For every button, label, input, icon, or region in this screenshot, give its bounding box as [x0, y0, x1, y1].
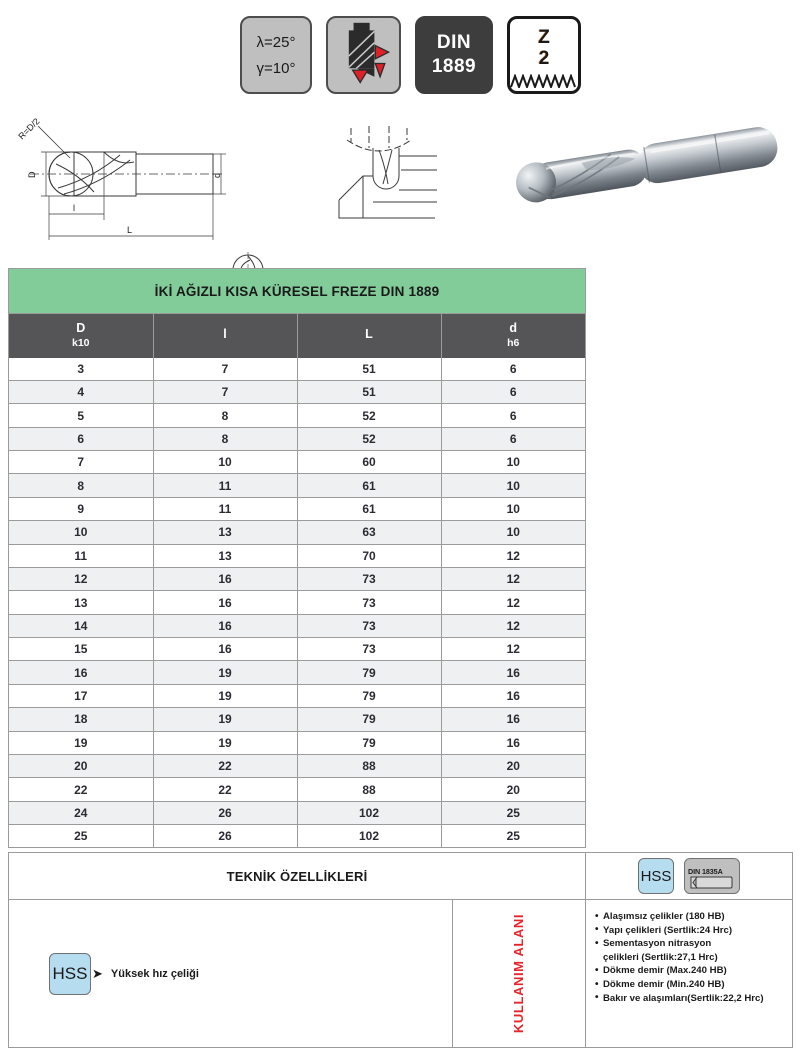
table-cell: 6	[441, 404, 585, 427]
table-cell: 6	[9, 427, 153, 450]
table-cell: 102	[297, 801, 441, 824]
dimensions-table	[9, 314, 585, 848]
table-cell: 19	[9, 731, 153, 754]
table-cell: 51	[297, 358, 441, 381]
din-number: 1889	[431, 56, 477, 77]
table-cell: 102	[297, 825, 441, 848]
table-cell: 4	[9, 380, 153, 403]
table-cell: 12	[441, 544, 585, 567]
table-row	[9, 497, 585, 520]
table-row	[9, 614, 585, 637]
hss-material-chip: HSS	[49, 953, 91, 995]
table-cell: 6	[441, 380, 585, 403]
table-cell: 79	[297, 661, 441, 684]
end-mill-side-view-drawing	[8, 108, 232, 248]
column-header-D: D k10	[9, 314, 153, 358]
length-l-label: l	[73, 203, 75, 213]
table-cell: 12	[441, 638, 585, 661]
flute-z-letter: Z	[538, 27, 550, 48]
table-cell: 19	[153, 708, 297, 731]
din-standard-badge	[415, 16, 493, 94]
table-cell: 61	[297, 474, 441, 497]
table-cell: 51	[297, 380, 441, 403]
table-cell: 6	[441, 358, 585, 381]
bottom-section	[8, 852, 793, 1048]
table-cell: 22	[153, 754, 297, 777]
milling-cutter-icon	[326, 16, 401, 94]
technical-properties-title: TEKNİK ÖZELLİKLERİ	[9, 853, 585, 900]
list-item: • Dökme demir (Max.240 HB)	[595, 964, 786, 978]
technical-drawing-row	[0, 104, 801, 250]
table-cell: 17	[9, 684, 153, 707]
length-L-label: L	[127, 225, 133, 235]
table-cell: 12	[441, 567, 585, 590]
table-cell: 7	[153, 380, 297, 403]
table-cell: 14	[9, 614, 153, 637]
table-cell: 25	[441, 801, 585, 824]
table-row	[9, 801, 585, 824]
table-row	[9, 591, 585, 614]
arrow-right-icon: ➤	[92, 965, 103, 981]
table-cell: 20	[441, 754, 585, 777]
table-cell: 79	[297, 684, 441, 707]
table-cell: 25	[441, 825, 585, 848]
list-item: • Alaşımsız çelikler (180 HB)	[595, 910, 786, 924]
table-row	[9, 754, 585, 777]
table-cell: 19	[153, 731, 297, 754]
table-cell: 26	[153, 801, 297, 824]
table-cell: 11	[153, 474, 297, 497]
table-cell: 63	[297, 521, 441, 544]
hss-badge: HSS	[638, 858, 674, 894]
table-cell: 10	[441, 474, 585, 497]
column-header-d: d h6	[441, 314, 585, 358]
table-cell: 73	[297, 591, 441, 614]
table-row	[9, 427, 585, 450]
list-item: • Bakır ve alaşımları(Sertlik:22,2 Hrc)	[595, 992, 786, 1006]
radius-label: R=D/2	[16, 116, 42, 142]
table-row	[9, 778, 585, 801]
table-cell: 73	[297, 614, 441, 637]
table-cell: 22	[9, 778, 153, 801]
table-cell: 19	[153, 684, 297, 707]
cutting-detail-drawing	[333, 118, 465, 226]
list-item: • Sementasyon nitrasyon	[595, 937, 786, 951]
table-cell: 25	[9, 825, 153, 848]
table-cell: 11	[9, 544, 153, 567]
usage-area-title: KULLANIM ALANI	[511, 913, 527, 1034]
shank-d-label: d	[212, 172, 222, 178]
table-cell: 73	[297, 638, 441, 661]
material-legend	[9, 900, 453, 1047]
table-cell: 7	[9, 451, 153, 474]
table-cell: 13	[153, 544, 297, 567]
table-cell: 5	[9, 404, 153, 427]
table-row	[9, 708, 585, 731]
table-cell: 10	[441, 497, 585, 520]
table-title: İKİ AĞIZLI KISA KÜRESEL FREZE DIN 1889	[9, 269, 585, 314]
table-row	[9, 404, 585, 427]
table-cell: 8	[9, 474, 153, 497]
rake-angle-label: γ=10°	[256, 59, 296, 77]
table-cell: 9	[9, 497, 153, 520]
table-cell: 12	[441, 614, 585, 637]
dimensions-table-container	[8, 268, 586, 848]
table-cell: 10	[441, 451, 585, 474]
column-header-L: L	[297, 314, 441, 358]
table-cell: 19	[153, 661, 297, 684]
usage-area-label-column	[453, 900, 585, 1047]
table-cell: 79	[297, 731, 441, 754]
table-cell: 70	[297, 544, 441, 567]
technical-properties-body	[9, 900, 585, 1047]
table-row	[9, 474, 585, 497]
table-cell: 12	[9, 567, 153, 590]
table-cell: 10	[441, 521, 585, 544]
table-cell: 61	[297, 497, 441, 520]
table-cell: 10	[9, 521, 153, 544]
table-cell: 22	[153, 778, 297, 801]
table-header-row	[9, 314, 585, 358]
column-header-l: l	[153, 314, 297, 358]
list-item: çelikleri (Sertlik:27,1 Hrc)	[603, 951, 718, 963]
table-row	[9, 731, 585, 754]
table-row	[9, 544, 585, 567]
table-row	[9, 451, 585, 474]
table-cell: 52	[297, 427, 441, 450]
table-cell: 6	[441, 427, 585, 450]
table-cell: 26	[153, 825, 297, 848]
material-description: Yüksek hız çeliği	[110, 967, 199, 980]
table-cell: 16	[153, 591, 297, 614]
table-cell: 18	[9, 708, 153, 731]
list-item: • Dökme demir (Min.240 HB)	[595, 978, 786, 992]
application-list-body	[586, 900, 792, 1011]
table-cell: 73	[297, 567, 441, 590]
technical-properties-panel	[8, 852, 586, 1048]
table-row	[9, 358, 585, 381]
table-cell: 15	[9, 638, 153, 661]
din-1835a-label: DIN 1835A	[688, 867, 723, 876]
flute-count-badge	[507, 16, 581, 94]
table-cell: 7	[153, 358, 297, 381]
product-photo-end-mill	[488, 120, 793, 228]
table-cell: 16	[153, 567, 297, 590]
table-cell: 24	[9, 801, 153, 824]
application-list	[595, 910, 786, 1005]
table-row	[9, 521, 585, 544]
table-cell: 88	[297, 754, 441, 777]
table-cell: 12	[441, 591, 585, 614]
table-row	[9, 567, 585, 590]
list-item: • Yapı çelikleri (Sertlik:24 Hrc)	[595, 924, 786, 938]
diameter-D-label: D	[27, 171, 37, 178]
flute-count-number: 2	[538, 47, 550, 69]
table-cell: 16	[441, 661, 585, 684]
table-row	[9, 825, 585, 848]
table-cell: 16	[441, 731, 585, 754]
application-panel-header	[586, 853, 792, 900]
table-cell: 79	[297, 708, 441, 731]
table-cell: 16	[441, 708, 585, 731]
din-label: DIN	[436, 32, 472, 54]
helix-angle-label: λ=25°	[256, 33, 296, 51]
table-row	[9, 661, 585, 684]
table-cell: 3	[9, 358, 153, 381]
table-cell: 16	[153, 638, 297, 661]
table-row	[9, 380, 585, 403]
helix-rake-angle-badge	[240, 16, 312, 94]
table-cell: 88	[297, 778, 441, 801]
table-row	[9, 638, 585, 661]
table-row	[9, 684, 585, 707]
table-cell: 13	[9, 591, 153, 614]
table-cell: 60	[297, 451, 441, 474]
table-cell: 20	[9, 754, 153, 777]
table-cell: 52	[297, 404, 441, 427]
din-1835a-shank-icon	[684, 858, 740, 894]
table-cell: 8	[153, 404, 297, 427]
table-cell: 20	[441, 778, 585, 801]
table-cell: 13	[153, 521, 297, 544]
table-cell: 10	[153, 451, 297, 474]
table-cell: 16	[441, 684, 585, 707]
zigzag-icon	[510, 74, 578, 88]
table-cell: 11	[153, 497, 297, 520]
application-panel	[586, 852, 793, 1048]
table-cell: 8	[153, 427, 297, 450]
table-cell: 16	[9, 661, 153, 684]
specification-icon-strip	[240, 12, 585, 98]
table-cell: 16	[153, 614, 297, 637]
